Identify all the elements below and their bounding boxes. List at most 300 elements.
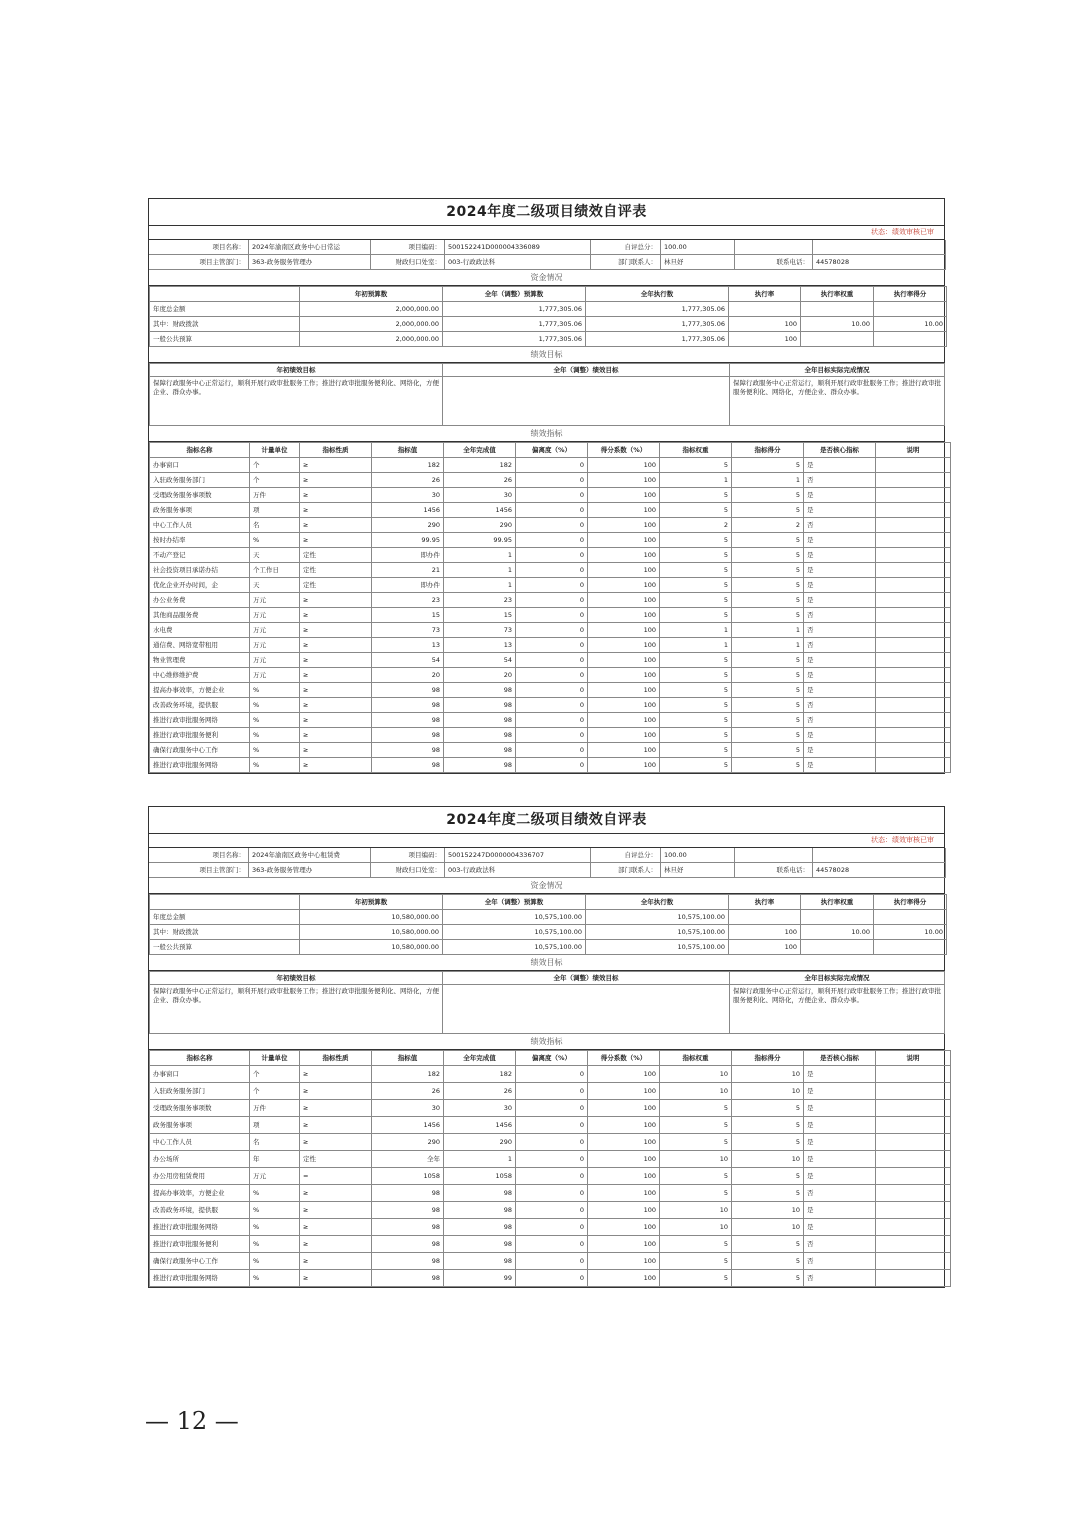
funds-cell: 10,580,000.00 (300, 940, 443, 955)
info-self-score-label: 自评总分： (591, 848, 661, 863)
indicator-cell: 0 (516, 653, 588, 668)
indicator-row (150, 1236, 951, 1253)
indicator-cell: 1 (732, 623, 804, 638)
indicator-cell: 98 (444, 1236, 516, 1253)
indicator-cell: % (250, 758, 300, 773)
indicator-cell: 名 (250, 518, 300, 533)
indicator-cell: 2 (732, 518, 804, 533)
indicator-cell: 否 (804, 1185, 876, 1202)
indicator-cell: 否 (804, 638, 876, 653)
info-contact: 林旦妤 (661, 255, 735, 270)
indicator-cell: 是 (804, 668, 876, 683)
indicator-cell: 办公用房租赁费用 (150, 1168, 250, 1185)
funds-cell: 10,575,100.00 (443, 925, 586, 940)
funds-header-row (150, 895, 947, 910)
indicator-cell: 10 (660, 1083, 732, 1100)
indicator-row (150, 1270, 951, 1287)
funds-cell: 10,580,000.00 (300, 925, 443, 940)
indicator-cell: 5 (732, 458, 804, 473)
indicator-cell: 100 (588, 623, 660, 638)
indicator-cell: 98 (444, 758, 516, 773)
funds-row (150, 302, 947, 317)
indicator-cell: 5 (660, 548, 732, 563)
goal-initial: 保障行政服务中心正常运行，顺利开展行政审批服务工作；推进行政审批服务便利化、网络化，方便企业、群众办事。 (150, 377, 443, 426)
indicator-cell: 办事窗口 (150, 458, 250, 473)
indicator-cell: 中心维修维护费 (150, 668, 250, 683)
indicator-cell: 100 (588, 608, 660, 623)
indicator-cell: ≥ (300, 653, 372, 668)
indicator-cell: 100 (588, 488, 660, 503)
indicator-cell: 98 (444, 698, 516, 713)
info-project-code: 500152241D000004336089 (445, 240, 591, 255)
funds-cell: 10,575,100.00 (586, 940, 729, 955)
indicator-cell: 个工作日 (250, 563, 300, 578)
indicator-cell: 5 (660, 668, 732, 683)
funds-cell: 2,000,000.00 (300, 332, 443, 347)
indicator-cell: 26 (372, 473, 444, 488)
indicators-header-cell: 指标得分 (732, 1051, 804, 1066)
indicator-cell (876, 593, 951, 608)
indicator-cell: 20 (444, 668, 516, 683)
goals-header-cell: 全年目标实际完成情况 (730, 972, 945, 985)
funds-header-cell: 执行率权重 (801, 287, 874, 302)
indicator-cell: 是 (804, 1100, 876, 1117)
indicator-cell: 99.95 (372, 533, 444, 548)
info-project-code-label: 项目编码： (371, 240, 445, 255)
indicator-cell: 受理政务服务事项数 (150, 1100, 250, 1117)
evaluation-sheet-1 (148, 198, 945, 774)
indicator-cell: 290 (444, 1134, 516, 1151)
indicator-cell: 5 (660, 683, 732, 698)
indicator-cell: 是 (804, 1066, 876, 1083)
sheet-title: 2024年度二级项目绩效自评表 (149, 807, 944, 834)
indicator-cell (876, 1202, 951, 1219)
indicator-cell: % (250, 1236, 300, 1253)
indicator-cell: 定性 (300, 563, 372, 578)
indicator-cell: 98 (372, 698, 444, 713)
indicator-cell: 5 (732, 728, 804, 743)
indicator-cell: 是 (804, 548, 876, 563)
indicator-cell: ≥ (300, 1253, 372, 1270)
indicator-cell: 0 (516, 458, 588, 473)
indicators-section-title: 绩效指标 (149, 426, 944, 442)
funds-header-cell (150, 895, 300, 910)
indicator-row (150, 713, 951, 728)
indicator-cell: 是 (804, 1219, 876, 1236)
indicator-cell: 30 (372, 488, 444, 503)
indicator-cell: 5 (660, 1185, 732, 1202)
project-info (149, 848, 944, 878)
indicator-cell (876, 548, 951, 563)
indicator-cell (876, 578, 951, 593)
indicator-row (150, 1253, 951, 1270)
indicator-cell: 5 (660, 1236, 732, 1253)
indicator-row (150, 668, 951, 683)
indicator-cell: 个 (250, 473, 300, 488)
indicator-cell: 1456 (444, 1117, 516, 1134)
indicators-header-cell: 计量单位 (250, 443, 300, 458)
indicator-cell: ≥ (300, 1202, 372, 1219)
indicator-cell: 全年 (372, 1151, 444, 1168)
indicator-cell: 5 (732, 578, 804, 593)
indicator-cell: 是 (804, 683, 876, 698)
indicator-cell: 0 (516, 488, 588, 503)
indicator-cell: 改善政务环境，提供服 (150, 1202, 250, 1219)
indicator-cell: 100 (588, 1185, 660, 1202)
indicator-cell: 98 (372, 1202, 444, 1219)
indicators-header-cell: 指标性质 (300, 1051, 372, 1066)
indicators-header-cell: 指标性质 (300, 443, 372, 458)
goal-initial: 保障行政服务中心正常运行，顺利开展行政审批服务工作；推进行政审批服务便利化、网络化，方便企业、群众办事。 (150, 985, 443, 1034)
indicator-cell: % (250, 743, 300, 758)
funds-row (150, 317, 947, 332)
indicator-cell: 10 (660, 1202, 732, 1219)
indicator-row (150, 683, 951, 698)
indicators-header-row (150, 1051, 951, 1066)
indicator-cell: 5 (660, 503, 732, 518)
indicator-cell: 5 (660, 713, 732, 728)
indicator-cell: 100 (588, 458, 660, 473)
indicator-cell: 5 (660, 578, 732, 593)
info-finance: 003-行政政法科 (445, 863, 591, 878)
indicator-cell: 是 (804, 653, 876, 668)
indicator-cell: 26 (444, 473, 516, 488)
indicator-cell: 1 (732, 638, 804, 653)
indicator-cell: 是 (804, 563, 876, 578)
funds-cell: 1,777,305.06 (586, 332, 729, 347)
indicator-cell: 入驻政务服务部门 (150, 1083, 250, 1100)
indicator-cell: 5 (660, 1100, 732, 1117)
funds-header-cell: 全年（调整）预算数 (443, 287, 586, 302)
funds-cell: 100 (729, 925, 801, 940)
indicator-cell: 99.95 (444, 533, 516, 548)
indicator-cell: 是 (804, 533, 876, 548)
indicator-row (150, 563, 951, 578)
funds-header-cell: 全年执行数 (586, 895, 729, 910)
indicator-cell: 0 (516, 1202, 588, 1219)
indicator-cell: 5 (732, 608, 804, 623)
indicators-table (149, 1050, 951, 1287)
indicator-cell: 定性 (300, 1151, 372, 1168)
indicators-header-cell: 指标值 (372, 1051, 444, 1066)
indicator-cell: 100 (588, 563, 660, 578)
indicator-cell: 21 (372, 563, 444, 578)
funds-header-cell: 年初预算数 (300, 287, 443, 302)
indicator-cell: 按时办结率 (150, 533, 250, 548)
funds-cell (801, 940, 874, 955)
indicator-cell: 是 (804, 1117, 876, 1134)
funds-cell: 一般公共预算 (150, 940, 300, 955)
funds-cell: 10,575,100.00 (586, 910, 729, 925)
funds-header-cell: 执行率权重 (801, 895, 874, 910)
indicator-cell: 5 (732, 758, 804, 773)
indicator-cell: ≥ (300, 668, 372, 683)
indicator-cell (876, 518, 951, 533)
indicators-table (149, 442, 951, 773)
funds-cell: 100 (729, 940, 801, 955)
indicator-cell: 名 (250, 1134, 300, 1151)
indicator-cell: 5 (732, 743, 804, 758)
indicator-cell: 100 (588, 473, 660, 488)
goal-actual: 保障行政服务中心正常运行，顺利开展行政审批服务工作；推进行政审批服务便利化、网络化，方便企业、群众办事。 (730, 985, 945, 1034)
goal-actual: 保障行政服务中心正常运行，顺利开展行政审批服务工作；推进行政审批服务便利化、网络化，方便企业、群众办事。 (730, 377, 945, 426)
indicator-cell: 1 (444, 563, 516, 578)
indicator-cell (876, 1083, 951, 1100)
indicators-header-cell: 得分系数（%） (588, 1051, 660, 1066)
indicator-cell: 5 (732, 593, 804, 608)
indicator-cell (876, 1270, 951, 1287)
indicator-cell: 是 (804, 1134, 876, 1151)
indicator-cell: 0 (516, 1185, 588, 1202)
indicator-cell: 5 (732, 653, 804, 668)
indicator-cell: 万元 (250, 653, 300, 668)
funds-header-cell: 执行率 (729, 895, 801, 910)
indicator-cell: 受理政务服务事项数 (150, 488, 250, 503)
evaluation-sheet-2 (148, 806, 945, 1288)
indicator-cell: 54 (372, 653, 444, 668)
indicator-row (150, 623, 951, 638)
indicator-cell: 否 (804, 698, 876, 713)
funds-cell (801, 302, 874, 317)
indicator-cell: 98 (444, 713, 516, 728)
indicator-cell: 5 (660, 1168, 732, 1185)
indicator-cell: 1058 (372, 1168, 444, 1185)
goals-header-cell: 年初绩效目标 (150, 972, 443, 985)
indicator-row (150, 1083, 951, 1100)
funds-header-cell: 执行率得分 (874, 287, 947, 302)
indicator-cell: 办事窗口 (150, 1066, 250, 1083)
indicator-row (150, 578, 951, 593)
funds-cell: 1,777,305.06 (443, 332, 586, 347)
indicator-cell: 20 (372, 668, 444, 683)
indicator-cell: 10 (660, 1219, 732, 1236)
indicator-cell: 5 (732, 1270, 804, 1287)
indicator-cell: 5 (732, 713, 804, 728)
indicators-header-cell: 全年完成值 (444, 1051, 516, 1066)
indicator-cell: 0 (516, 473, 588, 488)
indicator-cell: 1456 (444, 503, 516, 518)
indicator-cell: 是 (804, 488, 876, 503)
indicator-cell: 15 (372, 608, 444, 623)
indicator-cell: 100 (588, 1066, 660, 1083)
indicator-cell: ≥ (300, 488, 372, 503)
funds-header-cell: 执行率 (729, 287, 801, 302)
indicator-cell: 5 (660, 728, 732, 743)
info-phone: 44578028 (813, 255, 946, 270)
indicator-cell: 100 (588, 1219, 660, 1236)
info-empty (813, 240, 946, 255)
indicator-cell: 是 (804, 728, 876, 743)
indicator-cell: 10 (732, 1066, 804, 1083)
indicator-cell: 5 (660, 1253, 732, 1270)
indicator-cell: 是 (804, 1168, 876, 1185)
indicator-cell (876, 623, 951, 638)
indicator-cell: ≥ (300, 713, 372, 728)
indicator-cell: 5 (660, 593, 732, 608)
info-contact-label: 部门联系人： (591, 255, 661, 270)
indicator-cell: 5 (660, 698, 732, 713)
funds-cell: 10,575,100.00 (443, 910, 586, 925)
indicator-row (150, 758, 951, 773)
funds-cell: 10,575,100.00 (443, 940, 586, 955)
indicator-cell: 290 (444, 518, 516, 533)
indicator-cell: 是 (804, 578, 876, 593)
indicator-cell: ≥ (300, 1117, 372, 1134)
indicators-header-cell: 指标得分 (732, 443, 804, 458)
funds-cell: 100 (729, 317, 801, 332)
indicator-cell: 99 (444, 1270, 516, 1287)
indicator-cell: ≥ (300, 638, 372, 653)
indicator-cell: 98 (372, 1270, 444, 1287)
indicator-cell: % (250, 533, 300, 548)
indicator-row (150, 1100, 951, 1117)
indicator-cell: 年 (250, 1151, 300, 1168)
indicators-header-cell: 指标权重 (660, 1051, 732, 1066)
indicator-cell: 290 (372, 1134, 444, 1151)
indicator-cell: 5 (660, 563, 732, 578)
indicator-cell: 0 (516, 623, 588, 638)
indicator-cell: 物业管理费 (150, 653, 250, 668)
indicator-cell: 98 (372, 743, 444, 758)
funds-row (150, 940, 947, 955)
indicator-cell: 万元 (250, 1168, 300, 1185)
project-info (149, 240, 944, 270)
info-self-score: 100.00 (661, 240, 735, 255)
indicator-row (150, 698, 951, 713)
indicator-cell: 定性 (300, 548, 372, 563)
indicators-header-cell: 偏离度（%） (516, 443, 588, 458)
indicators-header-cell: 偏离度（%） (516, 1051, 588, 1066)
indicator-cell: 100 (588, 1253, 660, 1270)
indicator-cell: 办公场所 (150, 1151, 250, 1168)
indicator-cell (876, 1168, 951, 1185)
info-self-score-label: 自评总分： (591, 240, 661, 255)
indicator-cell: 0 (516, 593, 588, 608)
indicator-cell: ≥ (300, 503, 372, 518)
funds-table (149, 894, 947, 955)
indicator-cell: 0 (516, 533, 588, 548)
info-phone-label: 联系电话： (735, 255, 813, 270)
funds-cell (801, 910, 874, 925)
indicator-cell: 0 (516, 1134, 588, 1151)
indicator-cell: 10 (660, 1066, 732, 1083)
indicators-header-cell: 说明 (876, 443, 951, 458)
indicator-cell: ≥ (300, 608, 372, 623)
indicator-cell (876, 683, 951, 698)
funds-cell: 10.00 (801, 317, 874, 332)
indicator-row (150, 1151, 951, 1168)
indicator-cell: 98 (372, 1185, 444, 1202)
funds-cell (874, 332, 947, 347)
indicator-cell: 98 (444, 683, 516, 698)
indicator-row (150, 473, 951, 488)
indicators-header-cell: 说明 (876, 1051, 951, 1066)
indicator-cell: 提高办事效率，方便企业 (150, 683, 250, 698)
indicators-header-cell: 是否核心指标 (804, 443, 876, 458)
indicator-cell: 天 (250, 548, 300, 563)
indicator-cell (876, 1253, 951, 1270)
funds-cell: 10.00 (874, 925, 947, 940)
indicator-cell: % (250, 728, 300, 743)
funds-table (149, 286, 947, 347)
indicator-cell: 政务服务事项 (150, 503, 250, 518)
funds-section-title: 资金情况 (149, 878, 944, 894)
goals-content-row (150, 985, 945, 1034)
indicators-header-cell: 是否核心指标 (804, 1051, 876, 1066)
indicator-cell: 98 (444, 1185, 516, 1202)
indicator-cell (876, 758, 951, 773)
indicator-cell: 98 (372, 683, 444, 698)
indicator-cell: 5 (660, 758, 732, 773)
indicator-cell: 5 (732, 1100, 804, 1117)
indicator-cell: 推进行政审批服务网络 (150, 1219, 250, 1236)
indicator-cell (876, 1151, 951, 1168)
indicator-cell: 5 (732, 503, 804, 518)
indicator-cell: 98 (444, 728, 516, 743)
indicator-cell: 100 (588, 503, 660, 518)
indicator-cell: 54 (444, 653, 516, 668)
indicator-cell (876, 1117, 951, 1134)
indicator-row (150, 518, 951, 533)
indicator-row (150, 1117, 951, 1134)
indicator-cell: 5 (732, 1168, 804, 1185)
indicator-cell: 1456 (372, 503, 444, 518)
indicator-cell (876, 1066, 951, 1083)
indicator-cell: 1 (660, 473, 732, 488)
info-project-code: 500152247D0000004336707 (445, 848, 591, 863)
info-finance: 003-行政政法科 (445, 255, 591, 270)
indicator-cell: 水电费 (150, 623, 250, 638)
indicator-cell: 182 (372, 458, 444, 473)
indicator-cell: 个 (250, 1066, 300, 1083)
indicators-section-title: 绩效指标 (149, 1034, 944, 1050)
indicator-cell: 1058 (444, 1168, 516, 1185)
indicator-cell: 0 (516, 1270, 588, 1287)
indicator-cell (876, 1134, 951, 1151)
indicator-cell: 5 (660, 743, 732, 758)
indicator-cell (876, 743, 951, 758)
indicators-header-cell: 指标权重 (660, 443, 732, 458)
indicator-cell: 5 (732, 1236, 804, 1253)
info-project-code-label: 项目编码： (371, 848, 445, 863)
indicator-cell: 0 (516, 743, 588, 758)
indicator-row (150, 1066, 951, 1083)
info-self-score: 100.00 (661, 848, 735, 863)
indicator-cell: 5 (660, 1270, 732, 1287)
funds-cell: 1,777,305.06 (443, 317, 586, 332)
info-empty (813, 848, 946, 863)
indicator-cell: % (250, 683, 300, 698)
indicator-row (150, 548, 951, 563)
goals-header-row (150, 364, 945, 377)
indicator-cell: 5 (660, 653, 732, 668)
indicator-cell (876, 533, 951, 548)
indicator-cell: 98 (372, 728, 444, 743)
indicator-cell: 1456 (372, 1117, 444, 1134)
indicator-cell: 否 (804, 623, 876, 638)
funds-cell: 其中：财政拨款 (150, 925, 300, 940)
info-finance-label: 财政归口处室： (371, 255, 445, 270)
funds-cell (729, 910, 801, 925)
indicator-cell: 个 (250, 1083, 300, 1100)
indicator-row (150, 593, 951, 608)
funds-cell: 年度总金额 (150, 302, 300, 317)
indicator-cell (876, 1236, 951, 1253)
indicator-cell: 0 (516, 518, 588, 533)
indicator-cell: 万元 (250, 668, 300, 683)
info-empty (735, 848, 813, 863)
indicator-cell: 定性 (300, 578, 372, 593)
